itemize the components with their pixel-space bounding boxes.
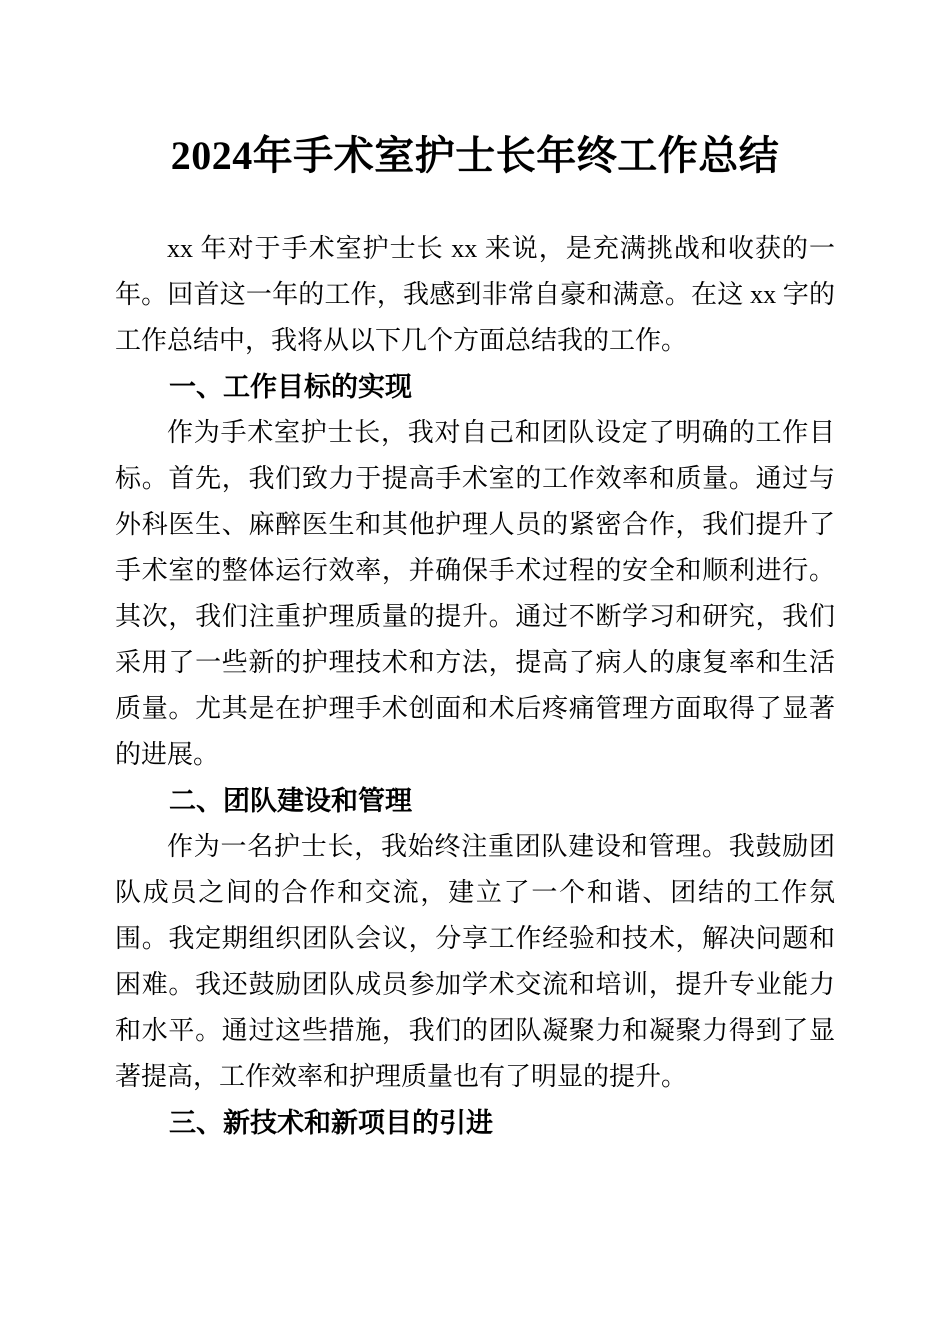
paragraph-section-2: 作为一名护士长，我始终注重团队建设和管理。我鼓励团队成员之间的合作和交流，建立了一个和谐、团结的工作氛围。我定期组织团队会议，分享工作经验和技术，解决问题和困难。我还鼓励团队成员参加学术交流和培训，提升专业能力和水平。通过这些措施，我们的团队凝聚力和凝聚力得到了显著提高，工作效率和护理质量也有了明显的提升。 <box>115 832 835 1091</box>
heading-section-3: 三、新技术和新项目的引进 <box>169 1108 493 1138</box>
paragraph-section-1: 作为手术室护士长，我对自己和团队设定了明确的工作目标。首先，我们致力于提高手术室的工作效率和质量。通过与外科医生、麻醉医生和其他护理人员的紧密合作，我们提升了手术室的整体运行效率，并确保手术过程的安全和顺利进行。其次，我们注重护理质量的提升。通过不断学习和研究，我们采用了一些新的护理技术和方法，提高了病人的康复率和生活质量。尤其是在护理手术创面和术后疼痛管理方面取得了显著的进展。 <box>115 418 835 769</box>
document-title: 2024年手术室护士长年终工作总结 <box>170 133 780 178</box>
paragraph-intro: xx 年对于手术室护士长 xx 来说，是充满挑战和收获的一年。回首这一年的工作，我感到非常自豪和满意。在这 xx 字的工作总结中，我将从以下几个方面总结我的工作。 <box>115 234 835 355</box>
heading-section-2: 二、团队建设和管理 <box>169 786 412 816</box>
heading-section-1: 一、工作目标的实现 <box>169 372 412 402</box>
